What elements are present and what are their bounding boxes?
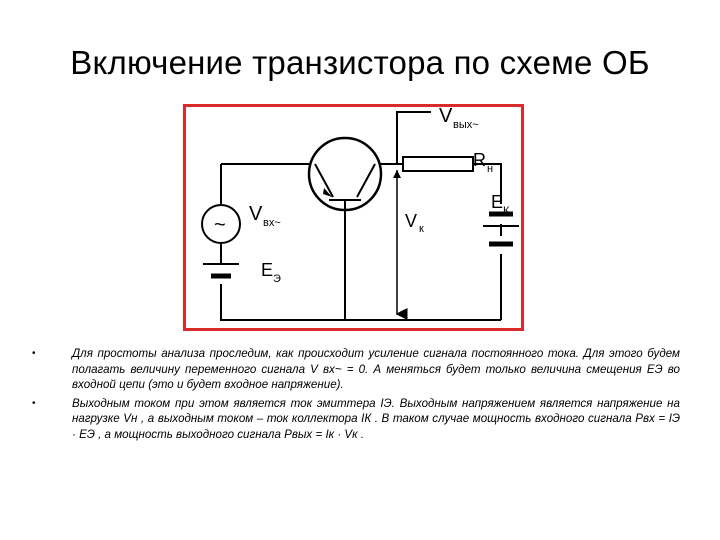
slide-title: Включение транзистора по схеме ОБ	[70, 44, 650, 81]
list-item	[30, 346, 680, 393]
v-out-sub: вых~	[453, 119, 479, 131]
common-base-schematic	[183, 104, 528, 337]
e-emitter-sub: Э	[273, 273, 281, 285]
v-collector-label: V	[405, 211, 418, 231]
ac-symbol: ~	[214, 214, 226, 236]
v-in-sub: вх~	[263, 217, 281, 229]
e-collector-sub: К	[503, 205, 510, 217]
schematic-svg	[183, 104, 528, 332]
v-out-label: V	[439, 105, 453, 127]
load-resistor	[403, 157, 473, 171]
r-load-sub: н	[487, 163, 494, 175]
bullet-marker: •	[32, 397, 36, 409]
wire-left-bottom	[221, 284, 501, 320]
r-load-label: R	[473, 150, 486, 170]
bullet-text: Выходным током при этом является ток эмиттера IЭ. Выходным напряжением является напряжение на нагрузке Vн , а выходным током – ток коллектора IК . В таком случае мощность входного сигнала Pвх = IЭ · EЭ , а мощность выходного сигнала Pвых = Iк · Vк .	[72, 396, 680, 441]
bullet-marker: •	[32, 348, 36, 359]
e-collector-label: E	[491, 192, 504, 212]
bullet-list	[30, 346, 680, 445]
v-in-label: V	[249, 203, 263, 225]
bullet-text: Для простоты анализа проследим, как происходит усиление сигнала постоянного тока. Для этого будем полагать величину переменного сигнала V вх~ = 0. А меняться будет только величина смещения EЭ во входной цепи (это и будет входное напряжение).	[72, 347, 680, 391]
v-collector-sub: к	[419, 223, 424, 235]
e-emitter-label: E	[261, 260, 274, 280]
list-item	[30, 396, 680, 443]
